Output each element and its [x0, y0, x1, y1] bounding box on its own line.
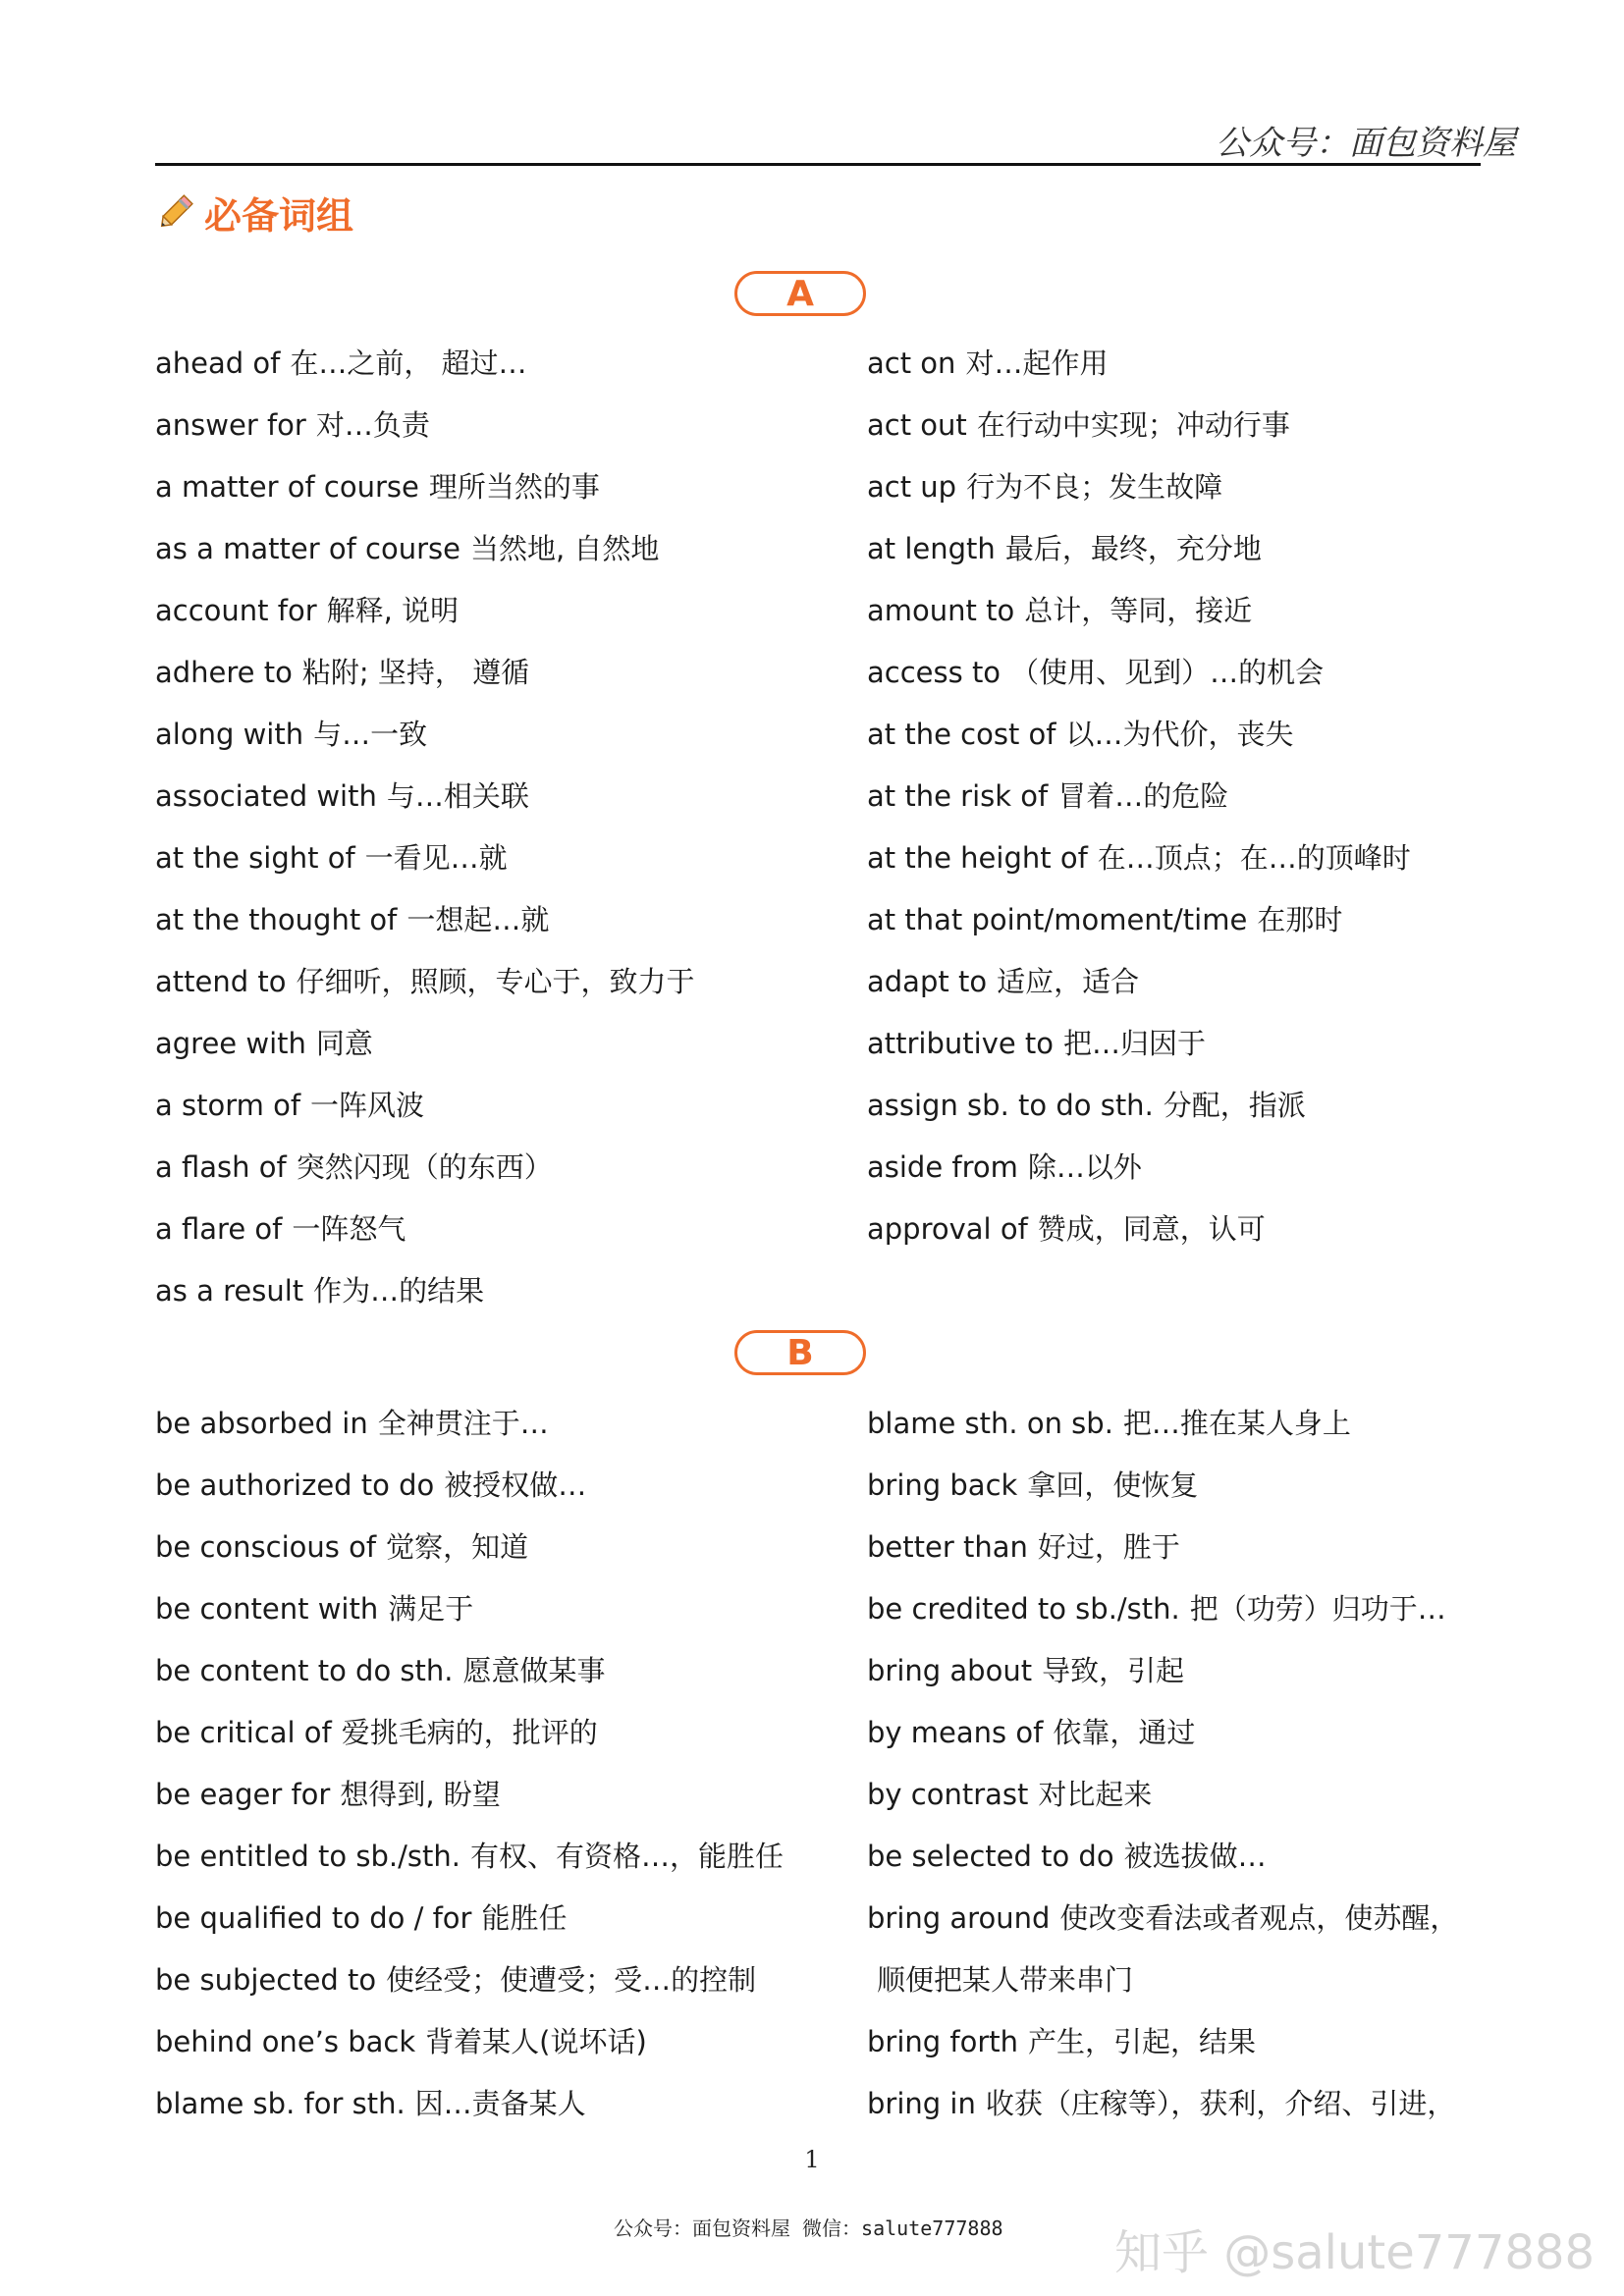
- phrase-english: attend to: [155, 965, 287, 998]
- phrase-english: a flare of: [155, 1212, 283, 1246]
- phrase-chinese: 突然闪现（的东西）: [296, 1150, 553, 1184]
- phrase-row: [867, 2073, 1458, 2135]
- phrase-english: at the sight of: [155, 841, 355, 875]
- phrase-english: be subjected to: [155, 1963, 377, 1997]
- section-a-left-list: [155, 333, 695, 1322]
- phrase-chinese: 以…为代价，丧失: [1065, 718, 1294, 751]
- phrase-row: [155, 2073, 784, 2135]
- phrase-row: [155, 1949, 784, 2011]
- watermark: 知乎 @salute777888: [1113, 2225, 1595, 2280]
- phrase-english: a matter of course: [155, 470, 419, 504]
- footer-text: 公众号：面包资料屋 微信：salute777888: [614, 2216, 1003, 2240]
- phrase-english: at the thought of: [155, 903, 398, 936]
- phrase-chinese: 全神贯注于…: [377, 1407, 549, 1440]
- phrase-row: [867, 1888, 1458, 1949]
- phrase-row: [867, 1137, 1411, 1199]
- phrase-chinese: 顺便把某人带来串门: [877, 1963, 1134, 1997]
- phrase-row: [155, 1764, 784, 1826]
- phrase-chinese: 产生，引起，结果: [1028, 2025, 1257, 2058]
- phrase-chinese: 除…以外: [1027, 1150, 1142, 1184]
- phrase-row: [155, 642, 695, 704]
- phrase-chinese: 背着某人(说坏话): [425, 2025, 647, 2058]
- phrase-row: [867, 1578, 1458, 1640]
- phrase-row: [155, 1199, 695, 1260]
- phrase-row: [155, 1578, 784, 1640]
- phrase-row: [155, 395, 695, 456]
- phrase-chinese: 对…起作用: [965, 347, 1109, 380]
- phrase-english: associated with: [155, 779, 377, 813]
- header-brand: 公众号：面包资料屋: [1216, 124, 1516, 163]
- phrase-row: [155, 1260, 695, 1322]
- page-number: 1: [804, 2146, 820, 2173]
- phrase-english: amount to: [867, 594, 1015, 627]
- phrase-row: [155, 2011, 784, 2073]
- phrase-chinese: 适应，适合: [997, 965, 1140, 998]
- phrase-row: [155, 1702, 784, 1764]
- phrase-english: as a matter of course: [155, 532, 460, 565]
- phrase-chinese: 导致，引起: [1042, 1654, 1185, 1687]
- phrase-english: be authorized to do: [155, 1468, 435, 1502]
- phrase-chinese: 当然地, 自然地: [469, 532, 660, 565]
- phrase-chinese: 把（功劳）归功于…: [1189, 1592, 1446, 1626]
- phrase-chinese: 同意: [315, 1027, 373, 1060]
- phrase-chinese: （使用、见到）…的机会: [1010, 656, 1325, 689]
- page-title: 必备词组: [204, 193, 354, 238]
- phrase-chinese: 在行动中实现；冲动行事: [976, 408, 1290, 442]
- phrase-row: [155, 1137, 695, 1199]
- phrase-row: [155, 456, 695, 518]
- phrase-english: at the risk of: [867, 779, 1049, 813]
- phrase-row: [155, 1013, 695, 1075]
- phrase-chinese: 使经受；使遭受；受…的控制: [386, 1963, 757, 1997]
- phrase-chinese: 粘附; 坚持， 遵循: [301, 656, 530, 689]
- phrase-english: at the cost of: [867, 718, 1056, 751]
- section-b-right-list: [867, 1393, 1458, 2135]
- phrase-english: at length: [867, 532, 996, 565]
- phrase-chinese: 把…归因于: [1063, 1027, 1207, 1060]
- phrase-chinese: 与…相关联: [386, 779, 529, 813]
- phrase-english: a flash of: [155, 1150, 287, 1184]
- phrase-row: [867, 1199, 1411, 1260]
- phrase-english: be eager for: [155, 1778, 331, 1811]
- phrase-english: agree with: [155, 1027, 306, 1060]
- phrase-chinese: 仔细听，照顾，专心于，致力于: [296, 965, 695, 998]
- phrase-row: [155, 1455, 784, 1517]
- phrase-row: [867, 2011, 1458, 2073]
- phrase-chinese: 好过，胜于: [1037, 1530, 1180, 1564]
- phrase-chinese: 有权、有资格…，能胜任: [469, 1840, 784, 1873]
- phrase-chinese: 满足于: [388, 1592, 474, 1626]
- phrase-row: [867, 1702, 1458, 1764]
- phrase-row: [867, 642, 1411, 704]
- phrase-row: [155, 1075, 695, 1137]
- phrase-row: [867, 333, 1411, 395]
- section-letter-a: A: [734, 271, 866, 316]
- phrase-english: by contrast: [867, 1778, 1029, 1811]
- phrase-chinese: 觉察，知道: [386, 1530, 529, 1564]
- phrase-row: [867, 1517, 1458, 1578]
- phrase-row: [867, 951, 1411, 1013]
- phrase-english: bring in: [867, 2087, 976, 2120]
- phrase-row: [867, 580, 1411, 642]
- phrase-row: [155, 704, 695, 766]
- phrase-english: answer for: [155, 408, 306, 442]
- phrase-row: [867, 1393, 1458, 1455]
- phrase-chinese: 对…负责: [315, 408, 430, 442]
- phrase-chinese: 在那时: [1257, 903, 1343, 936]
- phrase-row: [155, 1888, 784, 1949]
- phrase-row: [867, 1764, 1458, 1826]
- phrase-chinese: 作为…的结果: [313, 1274, 485, 1308]
- section-b-left-list: [155, 1393, 784, 2135]
- phrase-row: [155, 889, 695, 951]
- phrase-english: at that point/moment/time: [867, 903, 1248, 936]
- phrase-english: aside from: [867, 1150, 1018, 1184]
- phrase-chinese: 分配，指派: [1163, 1089, 1306, 1122]
- phrase-row: [155, 518, 695, 580]
- phrase-english: bring about: [867, 1654, 1033, 1687]
- phrase-chinese: 被授权做…: [444, 1468, 587, 1502]
- phrase-english: be content to do sth.: [155, 1654, 454, 1687]
- phrase-chinese: 被选拔做…: [1123, 1840, 1267, 1873]
- phrase-chinese: 愿意做某事: [462, 1654, 606, 1687]
- pencil-icon: [155, 187, 200, 237]
- phrase-row: [155, 828, 695, 889]
- phrase-english: adhere to: [155, 656, 293, 689]
- phrase-english: behind one’s back: [155, 2025, 416, 2058]
- phrase-english: act up: [867, 470, 957, 504]
- phrase-row: [867, 1013, 1411, 1075]
- phrase-row: [867, 1949, 1458, 2011]
- phrase-row: [867, 518, 1411, 580]
- phrase-row: [867, 1075, 1411, 1137]
- phrase-english: be conscious of: [155, 1530, 377, 1564]
- phrase-english: be selected to do: [867, 1840, 1114, 1873]
- phrase-english: approval of: [867, 1212, 1028, 1246]
- phrase-chinese: 一阵怒气: [292, 1212, 406, 1246]
- phrase-chinese: 一看见…就: [364, 841, 508, 875]
- phrase-english: along with: [155, 718, 304, 751]
- phrase-english: be entitled to sb./sth.: [155, 1840, 460, 1873]
- phrase-english: be absorbed in: [155, 1407, 368, 1440]
- phrase-english: attributive to: [867, 1027, 1055, 1060]
- phrase-row: [155, 951, 695, 1013]
- phrase-chinese: 一想起…就: [406, 903, 550, 936]
- phrase-chinese: 理所当然的事: [428, 470, 600, 504]
- phrase-chinese: 总计，等同，接近: [1024, 594, 1253, 627]
- phrase-english: as a result: [155, 1274, 304, 1308]
- section-letter-b: B: [734, 1330, 866, 1375]
- phrase-chinese: 赞成，同意，认可: [1037, 1212, 1266, 1246]
- phrase-chinese: 依靠，通过: [1053, 1716, 1196, 1749]
- phrase-chinese: 爱挑毛病的，批评的: [341, 1716, 598, 1749]
- phrase-english: bring around: [867, 1901, 1051, 1935]
- phrase-row: [155, 1393, 784, 1455]
- phrase-english: assign sb. to do sth.: [867, 1089, 1154, 1122]
- phrase-english: be qualified to do / for: [155, 1901, 472, 1935]
- phrase-english: be critical of: [155, 1716, 332, 1749]
- phrase-row: [867, 1455, 1458, 1517]
- phrase-english: access to: [867, 656, 1001, 689]
- phrase-english: bring back: [867, 1468, 1018, 1502]
- section-a-right-list: [867, 333, 1411, 1260]
- phrase-chinese: 在…之前， 超过…: [290, 347, 527, 380]
- phrase-chinese: 行为不良；发生故障: [966, 470, 1223, 504]
- phrase-chinese: 因…责备某人: [414, 2087, 586, 2120]
- phrase-english: bring forth: [867, 2025, 1019, 2058]
- phrase-english: be credited to sb./sth.: [867, 1592, 1180, 1626]
- phrase-english: act out: [867, 408, 967, 442]
- header-rule: [155, 163, 1481, 166]
- phrase-chinese: 把…推在某人身上: [1122, 1407, 1351, 1440]
- phrase-chinese: 收获（庄稼等），获利，介绍、引进，: [985, 2087, 1456, 2120]
- phrase-english: adapt to: [867, 965, 988, 998]
- section-title: [155, 183, 353, 241]
- phrase-row: [155, 333, 695, 395]
- phrase-chinese: 拿回，使恢复: [1027, 1468, 1199, 1502]
- phrase-english: a storm of: [155, 1089, 301, 1122]
- phrase-chinese: 与…一致: [313, 718, 428, 751]
- phrase-english: at the height of: [867, 841, 1088, 875]
- phrase-english: blame sb. for sth.: [155, 2087, 406, 2120]
- phrase-row: [867, 889, 1411, 951]
- phrase-chinese: 在…顶点；在…的顶峰时: [1097, 841, 1411, 875]
- phrase-row: [155, 1517, 784, 1578]
- phrase-english: be content with: [155, 1592, 379, 1626]
- phrase-row: [155, 580, 695, 642]
- phrase-row: [867, 1640, 1458, 1702]
- phrase-chinese: 解释, 说明: [326, 594, 460, 627]
- phrase-chinese: 想得到, 盼望: [340, 1778, 501, 1811]
- phrase-chinese: 使改变看法或者观点，使苏醒，: [1059, 1901, 1459, 1935]
- phrase-chinese: 对比起来: [1038, 1778, 1153, 1811]
- phrase-chinese: 能胜任: [481, 1901, 568, 1935]
- phrase-row: [867, 828, 1411, 889]
- phrase-english: by means of: [867, 1716, 1044, 1749]
- phrase-english: act on: [867, 347, 956, 380]
- phrase-chinese: 冒着…的危险: [1057, 779, 1229, 813]
- phrase-row: [155, 1640, 784, 1702]
- phrase-row: [867, 1826, 1458, 1888]
- phrase-row: [867, 395, 1411, 456]
- phrase-english: blame sth. on sb.: [867, 1407, 1113, 1440]
- phrase-english: account for: [155, 594, 317, 627]
- phrase-row: [867, 766, 1411, 828]
- phrase-row: [155, 766, 695, 828]
- phrase-english: better than: [867, 1530, 1028, 1564]
- phrase-chinese: 最后，最终，充分地: [1004, 532, 1262, 565]
- phrase-english: ahead of: [155, 347, 281, 380]
- phrase-row: [867, 704, 1411, 766]
- phrase-row: [155, 1826, 784, 1888]
- phrase-chinese: 一阵风波: [310, 1089, 425, 1122]
- phrase-row: [867, 456, 1411, 518]
